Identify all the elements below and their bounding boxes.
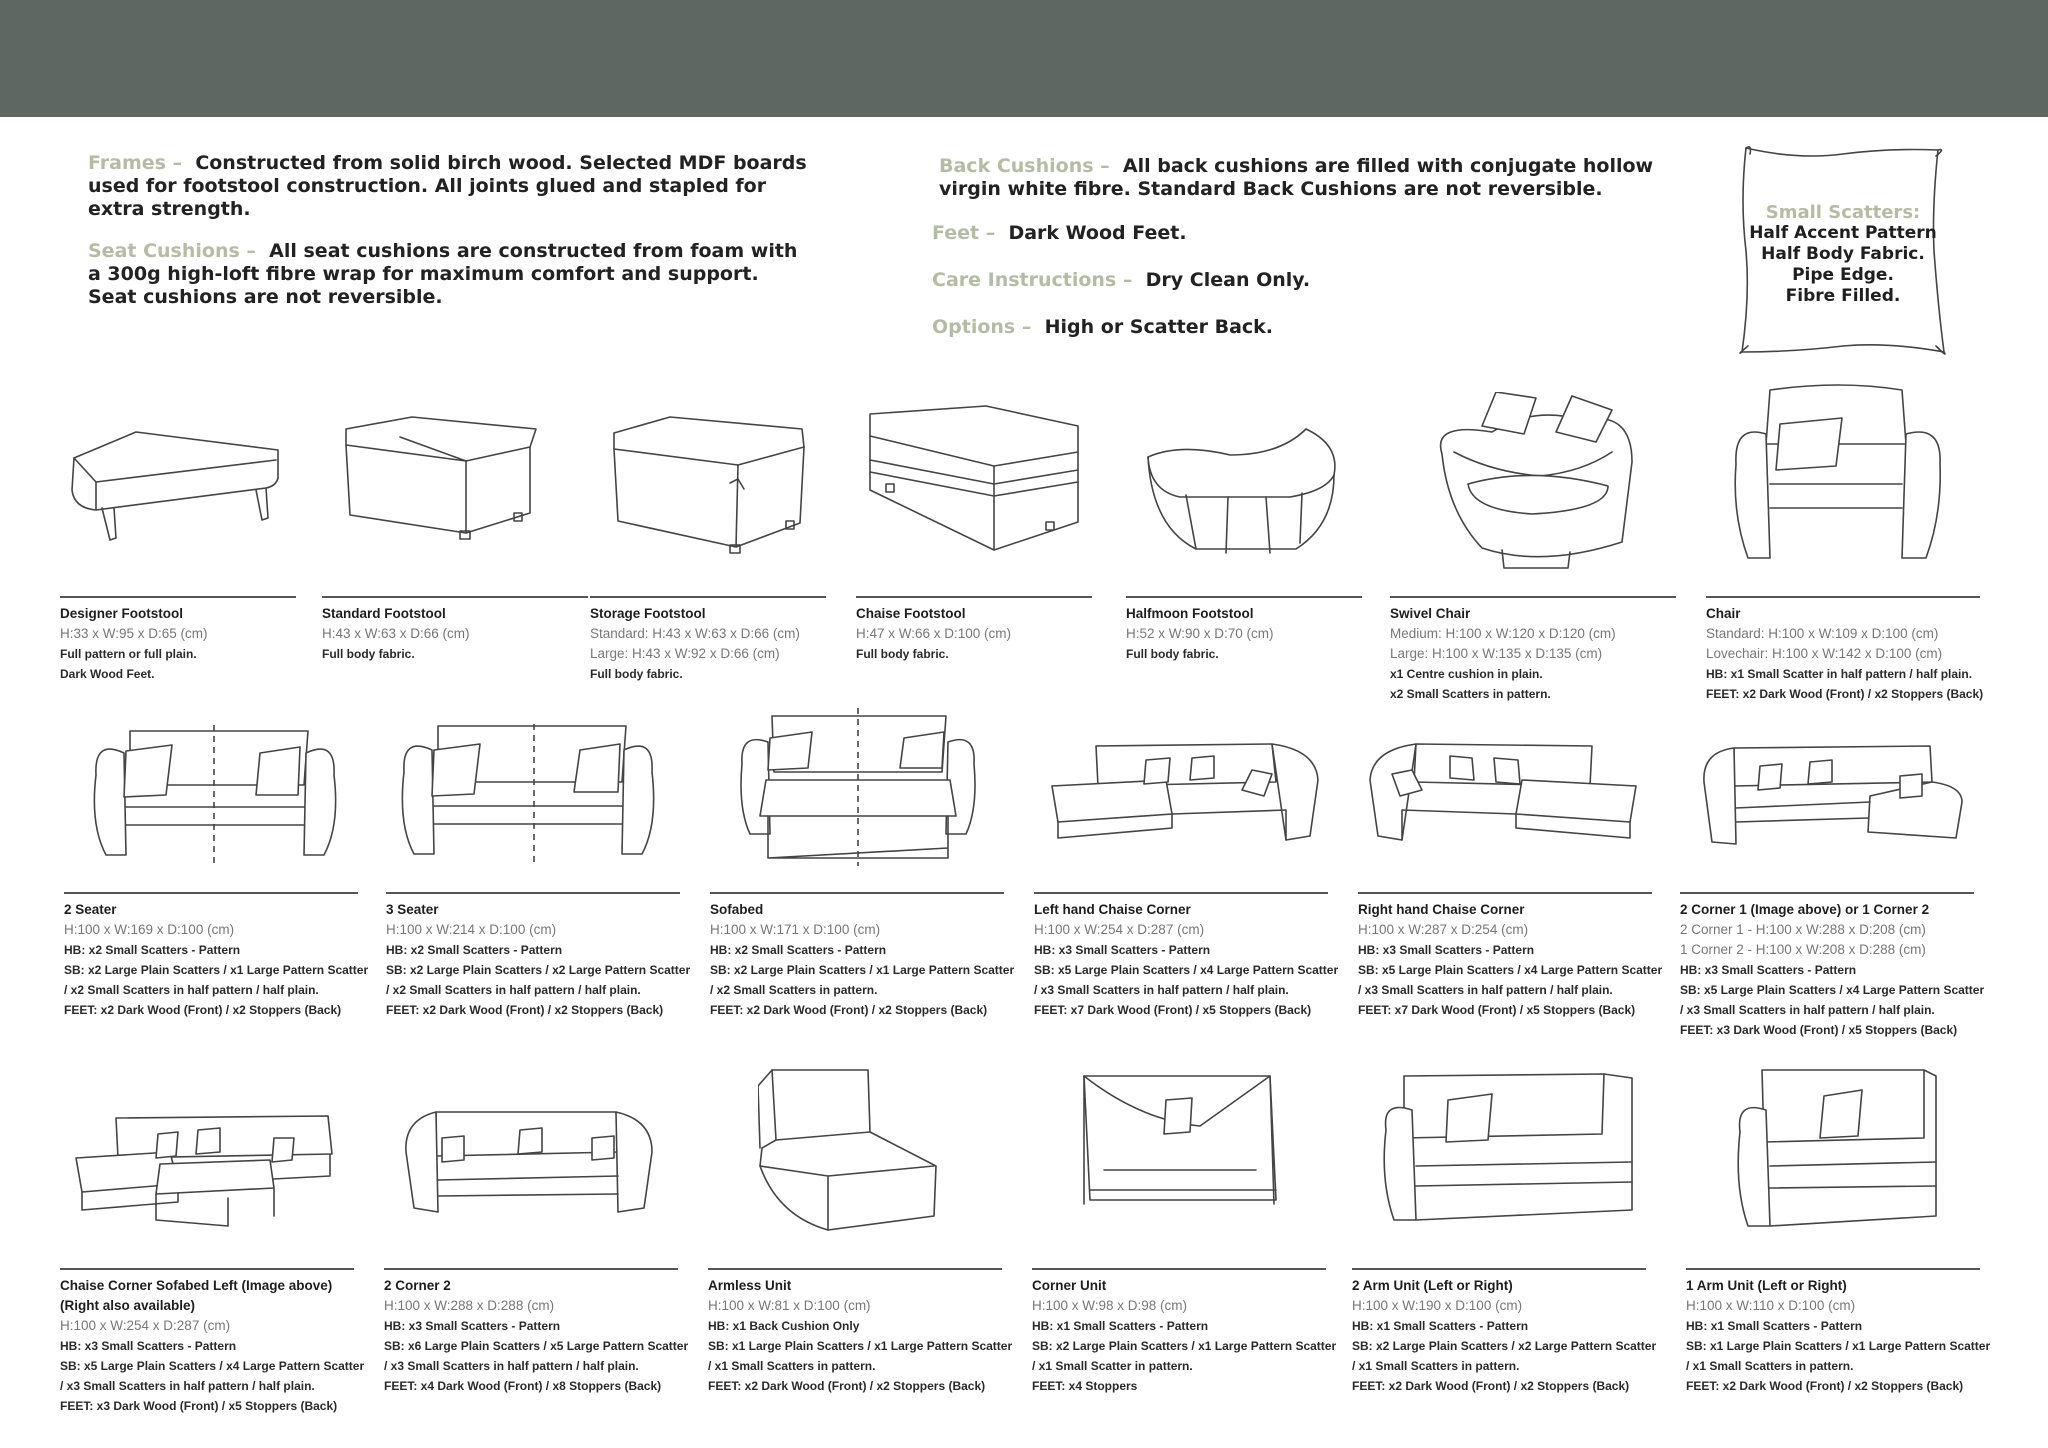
- product-note: HB: x1 Small Scatters - Pattern: [1352, 1319, 1529, 1333]
- product-caption: [708, 1268, 1013, 1396]
- product-note: SB: x5 Large Plain Scatters / x4 Large Pattern Scatter: [60, 1359, 365, 1373]
- chaise-corner-sofabed-illustration: [74, 1110, 340, 1230]
- product-note: / x1 Small Scatter in pattern.: [1032, 1359, 1193, 1373]
- product-caption: [1034, 892, 1339, 1020]
- product-dimensions: H:100 x W:171 x D:100 (cm): [710, 922, 881, 937]
- small-scatters-text: [1738, 202, 1948, 307]
- product-note: / x3 Small Scatters in half pattern / half plain.: [1358, 983, 1613, 997]
- 2-seater-illustration: [90, 725, 340, 865]
- product-note: SB: x2 Large Plain Scatters / x2 Large Pattern Scatter: [1352, 1339, 1657, 1353]
- product-caption: [60, 596, 296, 684]
- product-note: HB: x1 Small Scatters - Pattern: [1032, 1319, 1209, 1333]
- armless-unit-illustration: [758, 1066, 938, 1236]
- product-note: / x3 Small Scatters in half pattern / half plain.: [60, 1379, 315, 1393]
- 2-corner-2-illustration: [402, 1104, 656, 1220]
- designer-footstool-illustration: [66, 420, 292, 560]
- product-name: Standard Footstool: [322, 606, 446, 621]
- spec-frames: Frames – Constructed from solid birch wood. Selected MDF boards used for footstool construction. All joints glued and stapled for extra strength.: [88, 152, 807, 220]
- product-dimensions: 2 Corner 1 - H:100 x W:288 x D:208 (cm): [1680, 922, 1926, 937]
- product-dimensions: Lovechair: H:100 x W:142 x D:100 (cm): [1706, 646, 1943, 661]
- product-note: Full body fabric.: [322, 647, 415, 661]
- product-note: FEET: x2 Dark Wood (Front) / x2 Stoppers (Back): [386, 1003, 664, 1017]
- product-note: FEET: x7 Dark Wood (Front) / x5 Stoppers (Back): [1034, 1003, 1312, 1017]
- spec-options: Options – High or Scatter Back.: [932, 316, 1274, 338]
- product-note: / x2 Small Scatters in half pattern / half plain.: [64, 983, 319, 997]
- small-scatters-line: Fibre Filled.: [1785, 286, 1901, 306]
- product-note: Full body fabric.: [1126, 647, 1219, 661]
- spec-seat-cushions: Seat Cushions – All seat cushions are constructed from foam with a 300g high-loft fibre wrap for maximum comfort and support. Seat cushions are not reversible.: [88, 240, 798, 308]
- product-caption: [1032, 1268, 1337, 1396]
- product-dimensions: Medium: H:100 x W:120 x D:120 (cm): [1390, 626, 1616, 641]
- 3-seater-illustration: [398, 720, 658, 865]
- right-chaise-corner-illustration: [1368, 740, 1642, 850]
- product-caption: [386, 892, 691, 1020]
- storage-footstool-illustration: [610, 415, 810, 565]
- product-note: HB: x2 Small Scatters - Pattern: [64, 943, 241, 957]
- product-name: 3 Seater: [386, 902, 439, 917]
- product-note: FEET: x2 Dark Wood (Front) / x2 Stoppers (Back): [710, 1003, 988, 1017]
- product-note: / x3 Small Scatters in half pattern / half plain.: [1680, 1003, 1935, 1017]
- spec-care: Care Instructions – Dry Clean Only.: [932, 269, 1311, 291]
- product-name: 2 Corner 1 (Image above) or 1 Corner 2: [1680, 902, 1930, 917]
- product-name: 2 Seater: [64, 902, 117, 917]
- product-note: HB: x3 Small Scatters - Pattern: [1358, 943, 1535, 957]
- product-dimensions: 1 Corner 2 - H:100 x W:208 x D:288 (cm): [1680, 942, 1926, 957]
- product-name: Chaise Corner Sofabed Left (Image above): [60, 1278, 333, 1293]
- product-dimensions: H:100 x W:110 x D:100 (cm): [1686, 1298, 1856, 1313]
- product-note: HB: x1 Back Cushion Only: [708, 1319, 860, 1333]
- product-note: SB: x2 Large Plain Scatters / x1 Large Pattern Scatter: [1032, 1339, 1337, 1353]
- product-note: x2 Small Scatters in pattern.: [1390, 687, 1551, 701]
- product-note: x1 Centre cushion in plain.: [1390, 667, 1543, 681]
- small-scatters-cushion: [1738, 146, 1948, 356]
- product-name: Corner Unit: [1032, 1278, 1107, 1293]
- product-note: FEET: x7 Dark Wood (Front) / x5 Stoppers (Back): [1358, 1003, 1636, 1017]
- product-dimensions: H:47 x W:66 x D:100 (cm): [856, 626, 1012, 641]
- product-dimensions: H:52 x W:90 x D:70 (cm): [1126, 626, 1274, 641]
- product-note: / x3 Small Scatters in half pattern / half plain.: [384, 1359, 639, 1373]
- product-note: SB: x2 Large Plain Scatters / x1 Large Pattern Scatter: [710, 963, 1015, 977]
- small-scatters-title: Small Scatters:: [1765, 202, 1921, 223]
- product-name: 1 Arm Unit (Left or Right): [1686, 1278, 1847, 1293]
- product-caption: [1390, 596, 1676, 704]
- product-note: HB: x3 Small Scatters - Pattern: [1680, 963, 1857, 977]
- product-name: Storage Footstool: [590, 606, 706, 621]
- product-note: / x1 Small Scatters in pattern.: [708, 1359, 876, 1373]
- sofabed-illustration: [738, 708, 978, 868]
- product-note: SB: x1 Large Plain Scatters / x1 Large Pattern Scatter: [708, 1339, 1013, 1353]
- product-caption: [1126, 596, 1362, 664]
- spec-back-cushions: Back Cushions – All back cushions are filled with conjugate hollow virgin white fibre. Standard Back Cushions are not reversible.: [939, 155, 1654, 200]
- product-note: HB: x1 Small Scatter in half pattern / half plain.: [1706, 667, 1973, 681]
- small-scatters-line: Pipe Edge.: [1792, 265, 1894, 285]
- product-note: HB: x3 Small Scatters - Pattern: [1034, 943, 1211, 957]
- small-scatters-line: Half Accent Pattern: [1749, 223, 1937, 243]
- swivel-chair-illustration: [1432, 392, 1642, 572]
- product-note: SB: x5 Large Plain Scatters / x4 Large Pattern Scatter: [1034, 963, 1339, 977]
- product-dimensions: H:33 x W:95 x D:65 (cm): [60, 626, 208, 641]
- product-note: / x3 Small Scatters in half pattern / half plain.: [1034, 983, 1289, 997]
- product-note: HB: x3 Small Scatters - Pattern: [60, 1339, 237, 1353]
- product-note: SB: x2 Large Plain Scatters / x2 Large Pattern Scatter: [386, 963, 691, 977]
- product-dimensions: Large: H:100 x W:135 x D:135 (cm): [1390, 646, 1603, 661]
- product-dimensions: H:100 x W:254 x D:287 (cm): [1034, 922, 1205, 937]
- product-note: / x2 Small Scatters in pattern.: [710, 983, 878, 997]
- product-name: Sofabed: [710, 902, 764, 917]
- product-name: Designer Footstool: [60, 606, 184, 621]
- product-note: FEET: x3 Dark Wood (Front) / x5 Stoppers (Back): [1680, 1023, 1958, 1037]
- product-caption: [60, 1268, 365, 1416]
- product-note: Dark Wood Feet.: [60, 667, 155, 681]
- product-dimensions: Standard: H:100 x W:109 x D:100 (cm): [1706, 626, 1939, 641]
- product-caption: [1706, 596, 1984, 704]
- product-caption: [1680, 892, 1985, 1040]
- product-note: SB: x2 Large Plain Scatters / x1 Large Pattern Scatter: [64, 963, 369, 977]
- product-note: / x2 Small Scatters in half pattern / half plain.: [386, 983, 641, 997]
- product-name: Chair: [1706, 606, 1741, 621]
- product-name: Halfmoon Footstool: [1126, 606, 1254, 621]
- product-note: SB: x5 Large Plain Scatters / x4 Large Pattern Scatter: [1358, 963, 1663, 977]
- product-caption: [590, 596, 826, 684]
- chair-illustration: [1730, 384, 1946, 564]
- product-note: FEET: x2 Dark Wood (Front) / x2 Stoppers (Back): [708, 1379, 986, 1393]
- 1-arm-unit-illustration: [1734, 1066, 1940, 1236]
- product-note: / x1 Small Scatters in pattern.: [1352, 1359, 1520, 1373]
- product-caption: [1358, 892, 1663, 1020]
- product-name: Armless Unit: [708, 1278, 792, 1293]
- product-note: FEET: x4 Stoppers: [1032, 1379, 1138, 1393]
- product-name: Chaise Footstool: [856, 606, 966, 621]
- product-name: 2 Arm Unit (Left or Right): [1352, 1278, 1513, 1293]
- product-note: FEET: x2 Dark Wood (Front) / x2 Stoppers (Back): [1686, 1379, 1964, 1393]
- left-chaise-corner-illustration: [1046, 740, 1320, 850]
- header-band: [0, 0, 2048, 117]
- product-dimensions: Large: H:43 x W:92 x D:66 (cm): [590, 646, 780, 661]
- product-note: HB: x3 Small Scatters - Pattern: [384, 1319, 561, 1333]
- product-dimensions: H:100 x W:287 x D:254 (cm): [1358, 922, 1529, 937]
- product-note: FEET: x2 Dark Wood (Front) / x2 Stoppers (Back): [1352, 1379, 1630, 1393]
- product-note: SB: x1 Large Plain Scatters / x1 Large Pattern Scatter: [1686, 1339, 1991, 1353]
- product-note: HB: x2 Small Scatters - Pattern: [710, 943, 887, 957]
- 2-arm-unit-illustration: [1380, 1070, 1636, 1230]
- product-note: HB: x1 Small Scatters - Pattern: [1686, 1319, 1863, 1333]
- product-note: FEET: x3 Dark Wood (Front) / x5 Stoppers (Back): [60, 1399, 338, 1413]
- spec-feet: Feet – Dark Wood Feet.: [932, 222, 1187, 244]
- small-scatters-line: Half Body Fabric.: [1761, 244, 1925, 264]
- product-caption: [856, 596, 1092, 664]
- product-name: Right hand Chaise Corner: [1358, 902, 1525, 917]
- product-name: 2 Corner 2: [384, 1278, 451, 1293]
- halfmoon-footstool-illustration: [1140, 415, 1350, 565]
- corner-unit-illustration: [1080, 1070, 1280, 1240]
- 2-corner-1-illustration: [1700, 742, 1966, 850]
- product-dimensions: H:100 x W:98 x D:98 (cm): [1032, 1298, 1188, 1313]
- product-note: SB: x5 Large Plain Scatters / x4 Large Pattern Scatter: [1680, 983, 1985, 997]
- product-note: Full body fabric.: [590, 667, 683, 681]
- product-name: (Right also available): [60, 1298, 196, 1313]
- product-dimensions: H:100 x W:254 x D:287 (cm): [60, 1318, 231, 1333]
- product-dimensions: Standard: H:43 x W:63 x D:66 (cm): [590, 626, 800, 641]
- product-caption: [322, 596, 588, 664]
- product-name: Left hand Chaise Corner: [1034, 902, 1191, 917]
- chaise-footstool-illustration: [866, 404, 1086, 554]
- product-caption: [1686, 1268, 1991, 1396]
- product-dimensions: H:100 x W:169 x D:100 (cm): [64, 922, 235, 937]
- product-caption: [384, 1268, 689, 1396]
- product-note: Full body fabric.: [856, 647, 949, 661]
- product-dimensions: H:100 x W:214 x D:100 (cm): [386, 922, 557, 937]
- product-note: HB: x2 Small Scatters - Pattern: [386, 943, 563, 957]
- product-dimensions: H:43 x W:63 x D:66 (cm): [322, 626, 470, 641]
- product-dimensions: H:100 x W:288 x D:288 (cm): [384, 1298, 555, 1313]
- product-note: Full pattern or full plain.: [60, 647, 197, 661]
- product-note: / x1 Small Scatters in pattern.: [1686, 1359, 1854, 1373]
- product-dimensions: H:100 x W:81 x D:100 (cm): [708, 1298, 871, 1313]
- product-note: SB: x6 Large Plain Scatters / x5 Large Pattern Scatter: [384, 1339, 689, 1353]
- product-note: FEET: x2 Dark Wood (Front) / x2 Stoppers (Back): [1706, 687, 1984, 701]
- product-caption: [1352, 1268, 1657, 1396]
- product-caption: [710, 892, 1015, 1020]
- product-name: Swivel Chair: [1390, 606, 1471, 621]
- product-note: FEET: x4 Dark Wood (Front) / x8 Stoppers (Back): [384, 1379, 662, 1393]
- product-caption: [64, 892, 369, 1020]
- product-dimensions: H:100 x W:190 x D:100 (cm): [1352, 1298, 1523, 1313]
- standard-footstool-illustration: [340, 415, 540, 565]
- product-note: FEET: x2 Dark Wood (Front) / x2 Stoppers (Back): [64, 1003, 342, 1017]
